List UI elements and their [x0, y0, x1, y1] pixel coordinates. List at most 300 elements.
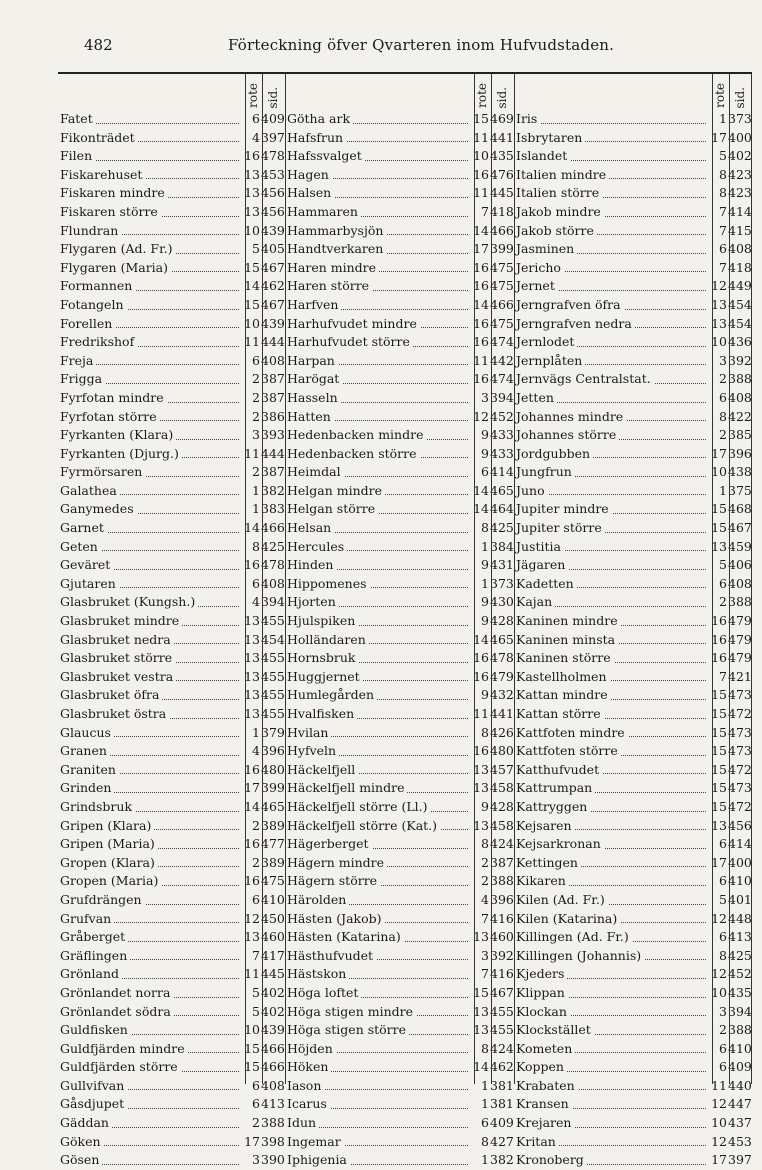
- entry-sid: 464: [490, 501, 514, 517]
- entry-name: [58, 593, 242, 612]
- entry-rote: 16: [473, 668, 489, 684]
- index-entry: [514, 500, 752, 519]
- entry-sid: 414: [490, 464, 514, 480]
- entry-name: [58, 556, 242, 575]
- entry-name-text: Glasbruket östra: [60, 706, 169, 721]
- entry-rote: 6: [252, 575, 260, 591]
- entry-name: [514, 147, 709, 166]
- entry-name: [285, 259, 471, 278]
- entry-name-text: Ingemar: [287, 1134, 344, 1149]
- entry-sid: 474: [490, 371, 514, 387]
- entry-name-text: Häckelfjell: [287, 762, 358, 777]
- index-entry: [58, 184, 285, 203]
- entry-sid: 467: [261, 296, 285, 312]
- entry-name: [285, 110, 471, 129]
- entry-name: [58, 1133, 242, 1152]
- entry-name: [514, 817, 709, 836]
- entry-name-text: Haren större: [287, 278, 372, 293]
- entry-sid: 462: [490, 1059, 514, 1075]
- entry-sid: 408: [728, 389, 752, 405]
- entry-rote: 12: [711, 910, 727, 926]
- index-column-1: [58, 74, 285, 1168]
- entry-sid: 397: [261, 129, 285, 145]
- entry-name: [58, 203, 242, 222]
- entry-name-text: Jupiter större: [516, 520, 605, 535]
- entry-sid: 457: [490, 761, 514, 777]
- entry-name: [514, 686, 709, 705]
- index-entry: [285, 593, 514, 612]
- entry-rote: 2: [719, 371, 727, 387]
- entry-sid: 473: [728, 780, 752, 796]
- entry-name-text: Freja: [60, 353, 96, 368]
- entry-name-text: Kattryggen: [516, 799, 590, 814]
- entry-sid: 388: [261, 1115, 285, 1131]
- index-entry: [285, 835, 514, 854]
- entry-name-text: Killingen (Johannis): [516, 948, 644, 963]
- entry-rote: 15: [244, 296, 260, 312]
- entry-rote: 13: [473, 817, 489, 833]
- index-entry: [514, 649, 752, 668]
- entry-rote: 8: [481, 724, 489, 740]
- entry-rote: 15: [711, 780, 727, 796]
- entry-name-text: Guldfjärden större: [60, 1059, 181, 1074]
- index-entry: [514, 519, 752, 538]
- entry-name: [514, 1040, 709, 1059]
- entry-name-text: Hästhufvudet: [287, 948, 376, 963]
- entry-name: [285, 166, 471, 185]
- index-entry: [514, 668, 752, 687]
- index-entry: [58, 389, 285, 408]
- index-entry: [285, 1095, 514, 1114]
- entry-name: [285, 1133, 471, 1152]
- entry-name-text: Grönlandet norra: [60, 985, 173, 1000]
- entry-name: [58, 965, 242, 984]
- entry-name: [285, 1114, 471, 1133]
- entry-rote: 8: [719, 185, 727, 201]
- index-entry: [58, 538, 285, 557]
- entry-name-text: Handtverkaren: [287, 241, 386, 256]
- entry-name-text: Kransen: [516, 1096, 572, 1111]
- entry-rote: 4: [252, 129, 260, 145]
- entry-name: [285, 742, 471, 761]
- entry-sid: 417: [261, 947, 285, 963]
- entry-sid: 408: [261, 352, 285, 368]
- entry-rote: 10: [244, 1022, 260, 1038]
- entry-rote: 2: [719, 594, 727, 610]
- entry-name: [514, 222, 709, 241]
- entry-sid: 465: [261, 798, 285, 814]
- index-entry: [285, 965, 514, 984]
- index-entry: [285, 147, 514, 166]
- entry-sid: 386: [261, 408, 285, 424]
- entry-name-text: Fyrkanten (Klara): [60, 427, 176, 442]
- entry-rote: 11: [244, 445, 260, 461]
- index-entry: [285, 1114, 514, 1133]
- entry-name-text: Höjden: [287, 1041, 336, 1056]
- entry-name-text: Jakob mindre: [516, 204, 604, 219]
- index-entry: [285, 1003, 514, 1022]
- entry-sid: 410: [728, 1040, 752, 1056]
- entry-name: [58, 668, 242, 687]
- index-entry: [58, 1151, 285, 1170]
- index-entry: [285, 686, 514, 705]
- entry-sid: 469: [490, 111, 514, 126]
- entry-rote: 3: [481, 389, 489, 405]
- entry-rote: 1: [719, 482, 727, 498]
- entry-sid: 388: [490, 873, 514, 889]
- entry-sid: 396: [728, 445, 752, 461]
- entry-name: [514, 110, 709, 129]
- index-entry: [514, 1151, 752, 1170]
- entry-sid: 467: [261, 259, 285, 275]
- entry-name-text: Isbrytaren: [516, 130, 585, 145]
- entry-name: [285, 928, 471, 947]
- entry-sid: 387: [261, 389, 285, 405]
- entry-rote: 16: [473, 278, 489, 294]
- entry-name-text: Flundran: [60, 223, 121, 238]
- entry-sid: 414: [728, 836, 752, 852]
- entry-name-text: Gullvifvan: [60, 1078, 127, 1093]
- entry-rote: 2: [719, 1022, 727, 1038]
- column-rule: [474, 74, 475, 1084]
- column-rule: [712, 74, 713, 1084]
- entry-name: [514, 352, 709, 371]
- entry-sid: 462: [261, 278, 285, 294]
- entry-name: [285, 408, 471, 427]
- index-entry: [58, 1040, 285, 1059]
- entry-name: [285, 1058, 471, 1077]
- entry-name-text: Krejaren: [516, 1115, 574, 1130]
- entry-name-text: Helgan mindre: [287, 483, 385, 498]
- entry-sid: 406: [728, 557, 752, 573]
- entry-name-text: Hafssvalget: [287, 148, 365, 163]
- entry-sid: 435: [728, 984, 752, 1000]
- entry-sid: 400: [728, 854, 752, 870]
- entry-name-text: Jerngrafven öfra: [516, 297, 624, 312]
- entry-sid: 467: [490, 984, 514, 1000]
- entry-name: [285, 389, 471, 408]
- entry-name-text: Hästskon: [287, 966, 349, 981]
- index-entry: [285, 277, 514, 296]
- entry-rote: 16: [473, 334, 489, 350]
- entry-rote: 11: [473, 352, 489, 368]
- entry-name: [58, 1040, 242, 1059]
- index-entry: [285, 166, 514, 185]
- index-entry: [58, 482, 285, 501]
- entry-name: [285, 333, 471, 352]
- entry-name-text: Höga loftet: [287, 985, 361, 1000]
- index-entry: [514, 315, 752, 334]
- index-entry: [58, 556, 285, 575]
- index-entry: [514, 389, 752, 408]
- entry-name-text: Kattfoten större: [516, 743, 621, 758]
- entry-rote: 12: [711, 966, 727, 982]
- index-entry: [285, 110, 514, 129]
- entry-name: [285, 724, 471, 743]
- entry-name-text: Flygaren (Maria): [60, 260, 171, 275]
- entry-name: [58, 1077, 242, 1096]
- entry-name-text: Frigga: [60, 371, 105, 386]
- index-entry: [285, 352, 514, 371]
- entry-sid: 389: [261, 854, 285, 870]
- entry-name-text: Juno: [516, 483, 548, 498]
- index-entry: [514, 296, 752, 315]
- index-entry: [514, 166, 752, 185]
- entry-name: [514, 612, 709, 631]
- entry-rote: 13: [711, 315, 727, 331]
- entry-rote: 13: [244, 166, 260, 182]
- entry-rote: 6: [719, 241, 727, 257]
- entry-rote: 14: [473, 482, 489, 498]
- entry-name-text: Graniten: [60, 762, 119, 777]
- index-entry: [514, 1058, 752, 1077]
- index-entry: [514, 556, 752, 575]
- entry-rote: 1: [252, 501, 260, 517]
- entry-rote: 16: [711, 650, 727, 666]
- entry-sid: 475: [490, 315, 514, 331]
- index-entry: [285, 240, 514, 259]
- index-entry: [58, 1003, 285, 1022]
- entry-name: [285, 445, 471, 464]
- entry-name: [514, 203, 709, 222]
- index-entry: [514, 965, 752, 984]
- entry-rote: 6: [719, 575, 727, 591]
- index-entry: [514, 1021, 752, 1040]
- entry-rote: 2: [252, 371, 260, 387]
- entry-sid: 455: [261, 613, 285, 629]
- index-entry: [514, 1095, 752, 1114]
- entry-sid: 441: [490, 129, 514, 145]
- entry-rote: 14: [473, 1059, 489, 1075]
- index-entry: [514, 947, 752, 966]
- index-entry: [285, 538, 514, 557]
- entry-rote: 13: [244, 650, 260, 666]
- entry-sid: 459: [728, 538, 752, 554]
- entry-rote: 6: [252, 352, 260, 368]
- entry-name-text: Höken: [287, 1059, 331, 1074]
- entry-name: [58, 854, 242, 873]
- entry-rote: 15: [244, 1059, 260, 1075]
- index-entry: [514, 110, 752, 129]
- entry-name-text: Jernlodet: [516, 334, 577, 349]
- entry-rote: 7: [481, 910, 489, 926]
- entry-name: [58, 798, 242, 817]
- entry-rote: 8: [481, 520, 489, 536]
- entry-sid: 473: [728, 687, 752, 703]
- index-entry: [514, 686, 752, 705]
- entry-rote: 16: [711, 613, 727, 629]
- entry-name: [58, 445, 242, 464]
- column-header: [514, 74, 752, 110]
- entry-name: [514, 593, 709, 612]
- entry-sid: 479: [728, 613, 752, 629]
- index-entry: [514, 779, 752, 798]
- entry-name: [285, 835, 471, 854]
- entry-rote: 13: [473, 761, 489, 777]
- entry-name: [514, 1151, 709, 1170]
- entry-sid: 418: [490, 203, 514, 219]
- entry-sid: 450: [261, 910, 285, 926]
- entry-name-text: Häckelfjell större (Kat.): [287, 818, 440, 833]
- entry-name: [514, 631, 709, 650]
- entry-name-text: Hercules: [287, 539, 347, 554]
- entry-name-text: Grufvan: [60, 911, 114, 926]
- entry-rote: 15: [711, 724, 727, 740]
- entry-rote: 2: [252, 464, 260, 480]
- entry-rote: 17: [711, 854, 727, 870]
- entry-name-text: Kadetten: [516, 576, 577, 591]
- index-entry: [514, 463, 752, 482]
- entry-sid: 458: [490, 817, 514, 833]
- entry-name-text: Glaucus: [60, 725, 114, 740]
- entry-name-text: Fiskaren större: [60, 204, 161, 219]
- entry-rote: 16: [244, 873, 260, 889]
- entry-sid: 387: [490, 854, 514, 870]
- entry-rote: 8: [719, 408, 727, 424]
- entry-name: [285, 222, 471, 241]
- index-entry: [285, 854, 514, 873]
- entry-sid: 440: [728, 1077, 752, 1093]
- entry-name: [58, 333, 242, 352]
- entry-name: [285, 947, 471, 966]
- entry-rote: 10: [244, 315, 260, 331]
- entry-sid: 408: [261, 575, 285, 591]
- entry-name: [58, 984, 242, 1003]
- entry-sid: 427: [490, 1133, 514, 1149]
- entry-sid: 385: [728, 427, 752, 443]
- column-rule: [245, 74, 246, 1084]
- index-entry: [58, 445, 285, 464]
- entry-rote: 1: [481, 1096, 489, 1112]
- entry-rote: 6: [719, 836, 727, 852]
- entry-name: [58, 872, 242, 891]
- entry-name: [285, 668, 471, 687]
- index-entry: [58, 315, 285, 334]
- index-entry: [58, 1021, 285, 1040]
- index-entry: [58, 984, 285, 1003]
- index-entry: [285, 222, 514, 241]
- entry-rote: 13: [244, 613, 260, 629]
- entry-sid: 433: [490, 445, 514, 461]
- entry-name-text: Gösen: [60, 1152, 102, 1167]
- entry-rote: 3: [481, 947, 489, 963]
- index-entry: [514, 482, 752, 501]
- sid-header: sid.: [495, 86, 509, 108]
- entry-name-text: Kejsaren: [516, 818, 575, 833]
- entry-name-text: Katthufvudet: [516, 762, 602, 777]
- entry-name-text: Gropen (Maria): [60, 873, 161, 888]
- entry-name-text: Formannen: [60, 278, 135, 293]
- entry-name: [514, 947, 709, 966]
- entry-name-text: Kajan: [516, 594, 555, 609]
- index-entry: [514, 575, 752, 594]
- rote-header: rote: [246, 83, 260, 108]
- entry-sid: 437: [728, 1115, 752, 1131]
- entry-rote: 6: [719, 1059, 727, 1075]
- index-column-3: [514, 74, 752, 1168]
- entry-name-text: Helsan: [287, 520, 334, 535]
- entry-rote: 6: [719, 929, 727, 945]
- entry-rote: 16: [473, 743, 489, 759]
- entry-rote: 13: [244, 706, 260, 721]
- entry-name-text: Fiskarehuset: [60, 167, 145, 182]
- entry-sid: 478: [490, 650, 514, 666]
- entry-name: [514, 835, 709, 854]
- entry-name: [285, 1040, 471, 1059]
- sid-header: sid.: [266, 86, 280, 108]
- entry-name-text: Hinden: [287, 557, 336, 572]
- column-header: [285, 74, 514, 110]
- entry-name: [58, 779, 242, 798]
- index-entry: [285, 891, 514, 910]
- entry-rote: 15: [473, 984, 489, 1000]
- entry-name-text: Gräflingen: [60, 948, 130, 963]
- entry-sid: 394: [490, 389, 514, 405]
- entry-rote: 13: [473, 929, 489, 945]
- entry-name: [514, 426, 709, 445]
- entry-sid: 455: [490, 1022, 514, 1038]
- index-entry: [514, 742, 752, 761]
- index-entry: [58, 835, 285, 854]
- entry-name-text: Kjeders: [516, 966, 567, 981]
- entry-sid: 409: [728, 1059, 752, 1075]
- entry-name: [58, 891, 242, 910]
- entry-name: [514, 910, 709, 929]
- entry-name-text: Kronoberg: [516, 1152, 587, 1167]
- entry-rote: 9: [481, 798, 489, 814]
- page-title: Förteckning öfver Qvarteren inom Hufvudstaden.: [228, 36, 615, 54]
- index-entry: [285, 315, 514, 334]
- entry-name-text: Jakob större: [516, 223, 597, 238]
- index-entry: [514, 1077, 752, 1096]
- entry-rote: 13: [473, 780, 489, 796]
- entry-name: [58, 370, 242, 389]
- entry-sid: 402: [261, 1003, 285, 1019]
- entry-name: [58, 835, 242, 854]
- entry-name: [58, 129, 242, 148]
- index-entry: [58, 817, 285, 836]
- index-entry: [514, 1133, 752, 1152]
- entry-sid: 382: [261, 482, 285, 498]
- entry-sid: 425: [261, 538, 285, 554]
- entry-name: [58, 184, 242, 203]
- entry-sid: 425: [490, 520, 514, 536]
- entry-name-text: Grönlandet södra: [60, 1004, 174, 1019]
- entry-sid: 438: [728, 464, 752, 480]
- entry-sid: 468: [728, 501, 752, 517]
- entry-name: [58, 352, 242, 371]
- entry-name: [285, 1021, 471, 1040]
- index-entry: [58, 779, 285, 798]
- entry-sid: 394: [261, 594, 285, 610]
- entry-name-text: Glasbruket öfra: [60, 687, 162, 702]
- entry-name-text: Jernplåten: [516, 353, 585, 368]
- entry-name: [514, 1133, 709, 1152]
- entry-rote: 2: [252, 817, 260, 833]
- entry-rote: 10: [473, 148, 489, 164]
- entry-name-text: Jericho: [516, 260, 564, 275]
- entry-name: [58, 575, 242, 594]
- entry-rote: 2: [719, 427, 727, 443]
- entry-sid: 476: [490, 166, 514, 182]
- entry-name: [514, 668, 709, 687]
- entry-sid: 454: [728, 296, 752, 312]
- entry-name-text: Kaninen större: [516, 650, 614, 665]
- entry-name: [514, 575, 709, 594]
- entry-name: [285, 463, 471, 482]
- entry-sid: 460: [490, 929, 514, 945]
- index-columns: [58, 74, 752, 1168]
